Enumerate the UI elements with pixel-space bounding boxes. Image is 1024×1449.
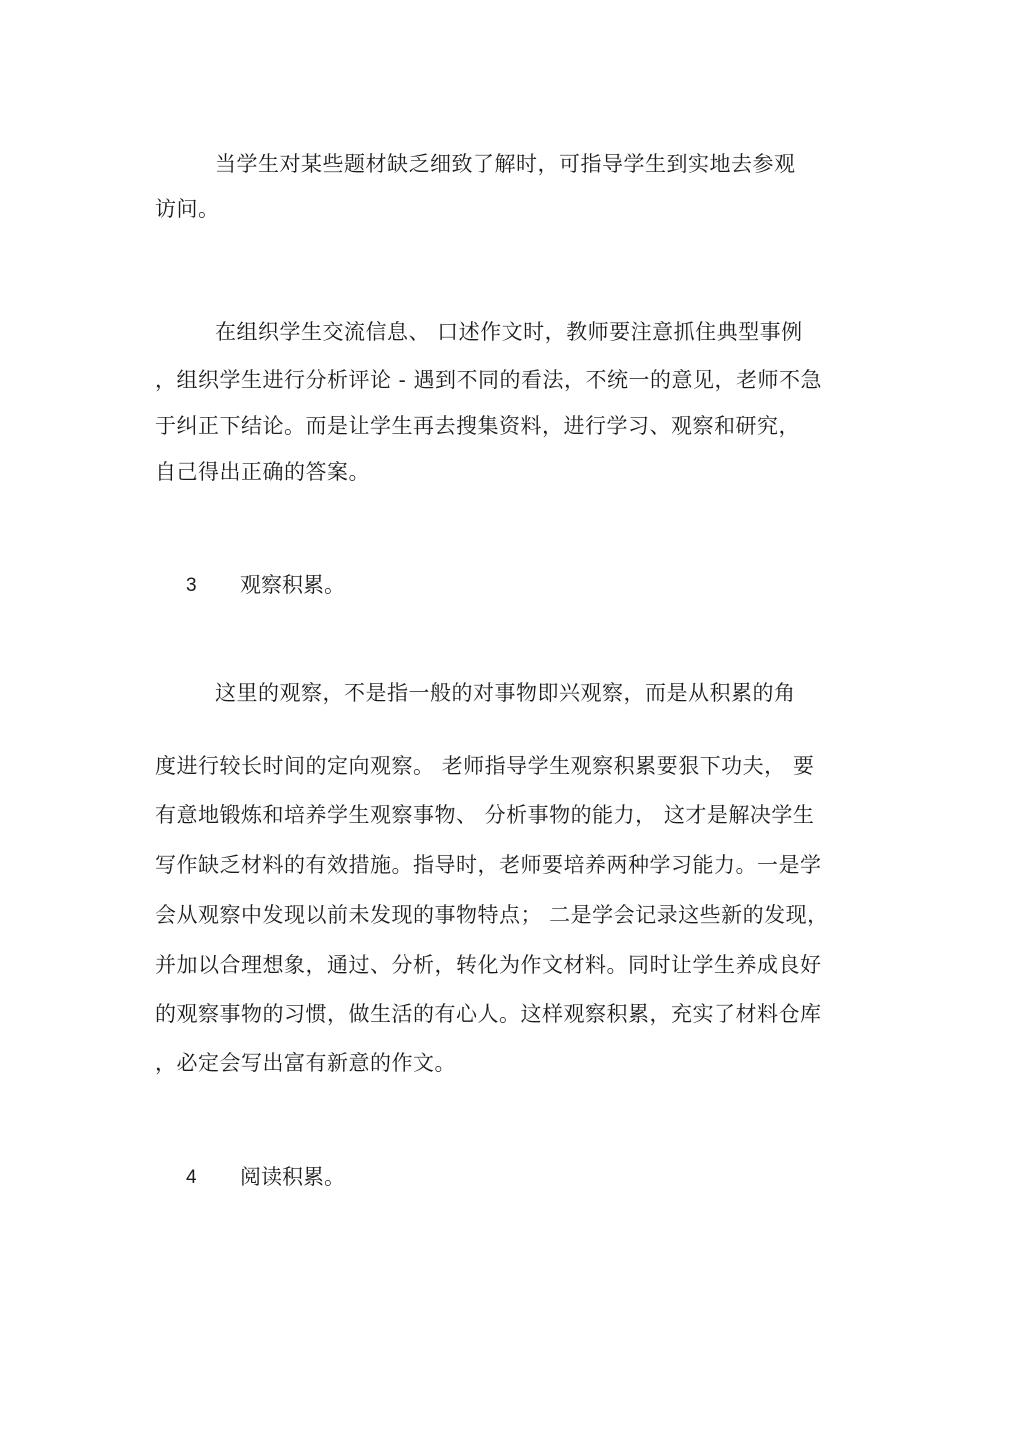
paragraph-3-line-3: 有意地锻炼和培养学生观察事物、 分析事物的能力， 这才是解决学生 [155, 803, 815, 827]
section-3-heading: 观察积累。 [240, 573, 345, 597]
paragraph-3-line-7: 的观察事物的习惯，做生活的有心人。这样观察积累，充实了材料仓库 [155, 1002, 822, 1026]
paragraph-3-line-1: 这里的观察，不是指一般的对事物即兴观察，而是从积累的角 [215, 681, 796, 705]
paragraph-3-line-2: 度进行较长时间的定向观察。 老师指导学生观察积累要狠下功夫， 要 [155, 754, 815, 778]
paragraph-3-line-8: ，必定会写出富有新意的作文。 [155, 1051, 456, 1075]
paragraph-2-line-1: 在组织学生交流信息、 口述作文时，教师要注意抓住典型事例 [215, 320, 803, 344]
paragraph-2-line-3: 于纠正下结论。而是让学生再去搜集资料，进行学习、观察和研究， [155, 414, 800, 438]
section-3-number: 3 [186, 575, 197, 596]
paragraph-3-line-4: 写作缺乏材料的有效措施。指导时，老师要培养两种学习能力。一是学 [155, 853, 822, 877]
paragraph-3-line-5: 会从观察中发现以前未发现的事物特点； 二是学会记录这些新的发现， [155, 903, 829, 927]
paragraph-3-line-6: 并加以合理想象，通过、分析，转化为作文材料。同时让学生养成良好 [155, 953, 822, 977]
paragraph-2-line-2: ，组织学生进行分析评论 - 遇到不同的看法，不统一的意见，老师不急 [155, 368, 822, 392]
paragraph-1-line-2: 访问。 [155, 197, 220, 221]
paragraph-1-line-1: 当学生对某些题材缺乏细致了解时，可指导学生到实地去参观 [215, 152, 796, 176]
section-4-heading: 阅读积累。 [240, 1165, 345, 1189]
paragraph-2-line-4: 自己得出正确的答案。 [155, 460, 370, 484]
section-4-number: 4 [186, 1167, 197, 1188]
